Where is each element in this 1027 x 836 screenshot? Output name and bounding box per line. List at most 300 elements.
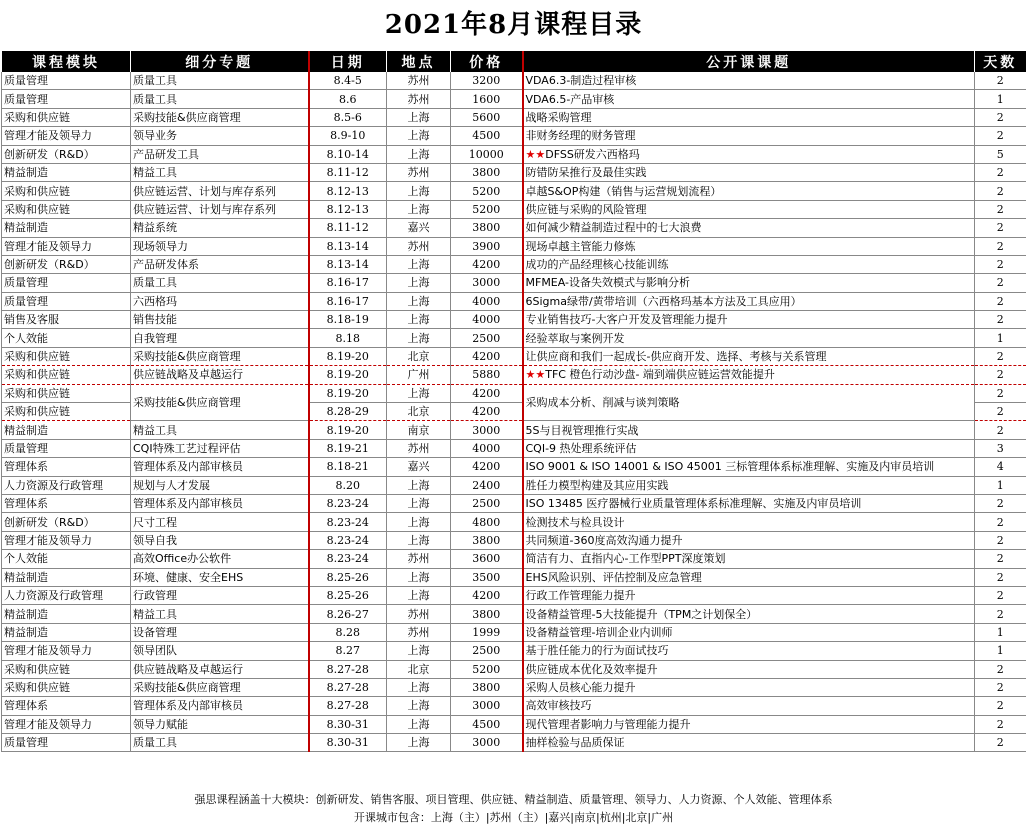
table-row — [2, 494, 1026, 512]
table-row — [2, 660, 1026, 678]
header-module: 课程模块 — [2, 51, 131, 72]
cell-topic: 销售技能 — [131, 311, 309, 329]
cell-price: 3800 — [451, 163, 523, 181]
cell-topic: 采购技能&供应商管理 — [131, 108, 309, 126]
cell-course: 现代管理者影响力与管理能力提升 — [523, 715, 975, 733]
cell-location: 苏州 — [387, 439, 451, 457]
cell-module: 采购和供应链 — [2, 366, 131, 384]
cell-price: 3000 — [451, 274, 523, 292]
cell-topic: 精益系统 — [131, 219, 309, 237]
table-row — [2, 311, 1026, 329]
cell-module: 人力资源及行政管理 — [2, 586, 131, 604]
cell-days: 2 — [975, 421, 1026, 439]
cell-location: 苏州 — [387, 163, 451, 181]
cell-location: 上海 — [387, 311, 451, 329]
table-row — [2, 734, 1026, 752]
header-days: 天数 — [975, 51, 1026, 72]
cell-topic: 领导力赋能 — [131, 715, 309, 733]
table-row — [2, 237, 1026, 255]
cell-price: 5200 — [451, 182, 523, 200]
cell-topic: 管理体系及内部审核员 — [131, 458, 309, 476]
footer-cities: 开课城市包含：上海（主）|苏州（主）|嘉兴|南京|杭州|北京|广州 — [353, 811, 674, 824]
cell-topic: 精益工具 — [131, 421, 309, 439]
cell-module: 管理体系 — [2, 697, 131, 715]
table-row — [2, 292, 1026, 310]
cell-course: 共同频道-360度高效沟通力提升 — [523, 531, 975, 549]
cell-date: 8.10-14 — [309, 145, 387, 163]
cell-topic: 质量工具 — [131, 90, 309, 108]
cell-date: 8.20 — [309, 476, 387, 494]
cell-module: 管理才能及领导力 — [2, 715, 131, 733]
cell-price: 3800 — [451, 531, 523, 549]
table-row — [2, 163, 1026, 181]
table-row — [2, 329, 1026, 347]
table-row — [2, 642, 1026, 660]
cell-module: 管理才能及领导力 — [2, 127, 131, 145]
cell-days: 2 — [975, 660, 1026, 678]
cell-date: 8.19-20 — [309, 366, 387, 384]
cell-module: 创新研发（R&D） — [2, 145, 131, 163]
cell-topic: 环境、健康、安全EHS — [131, 568, 309, 586]
cell-location: 上海 — [387, 292, 451, 310]
cell-location: 上海 — [387, 384, 451, 402]
cell-location: 上海 — [387, 476, 451, 494]
cell-price: 4200 — [451, 403, 523, 421]
cell-location: 上海 — [387, 715, 451, 733]
table-row — [2, 145, 1026, 163]
cell-days: 2 — [975, 697, 1026, 715]
cell-days: 2 — [975, 163, 1026, 181]
cell-days: 4 — [975, 458, 1026, 476]
cell-days: 1 — [975, 329, 1026, 347]
cell-date: 8.26-27 — [309, 605, 387, 623]
cell-course: 行政工作管理能力提升 — [523, 586, 975, 604]
cell-topic: 管理体系及内部审核员 — [131, 494, 309, 512]
cell-location: 上海 — [387, 200, 451, 218]
header-price: 价格 — [451, 51, 523, 72]
cell-location: 苏州 — [387, 237, 451, 255]
cell-price: 2500 — [451, 329, 523, 347]
table-row — [2, 255, 1026, 273]
cell-location: 南京 — [387, 421, 451, 439]
cell-topic: 管理体系及内部审核员 — [131, 697, 309, 715]
cell-price: 10000 — [451, 145, 523, 163]
cell-date: 8.16-17 — [309, 274, 387, 292]
cell-module: 采购和供应链 — [2, 384, 131, 402]
header-course: 公开课课题 — [523, 51, 975, 72]
table-row — [2, 366, 1026, 384]
cell-location: 苏州 — [387, 90, 451, 108]
cell-date: 8.27-28 — [309, 660, 387, 678]
cell-date: 8.23-24 — [309, 513, 387, 531]
cell-course: 胜任力模型构建及其应用实践 — [523, 476, 975, 494]
cell-module: 质量管理 — [2, 439, 131, 457]
table-row — [2, 182, 1026, 200]
header-topic: 细分专题 — [131, 51, 309, 72]
cell-price: 3000 — [451, 734, 523, 752]
cell-course: VDA6.5-产品审核 — [523, 90, 975, 108]
cell-location: 嘉兴 — [387, 219, 451, 237]
cell-course: 高效审核技巧 — [523, 697, 975, 715]
footer-modules: 强思课程涵盖十大模块：创新研发、销售客服、项目管理、供应链、精益制造、质量管理、领导力、人力资源、个人效能、管理体系 — [194, 793, 833, 806]
cell-course: 供应链与采购的风险管理 — [523, 200, 975, 218]
cell-topic: 领导自我 — [131, 531, 309, 549]
cell-price: 3900 — [451, 237, 523, 255]
cell-price: 4000 — [451, 311, 523, 329]
table-row — [2, 697, 1026, 715]
cell-topic: 领导业务 — [131, 127, 309, 145]
cell-date: 8.19-20 — [309, 421, 387, 439]
cell-price: 3200 — [451, 72, 523, 90]
cell-location: 苏州 — [387, 623, 451, 641]
star-icon: ★★ — [525, 368, 546, 382]
cell-module: 个人效能 — [2, 329, 131, 347]
cell-location: 上海 — [387, 494, 451, 512]
cell-topic: 尺寸工程 — [131, 513, 309, 531]
cell-module: 管理体系 — [2, 458, 131, 476]
cell-price: 3600 — [451, 550, 523, 568]
cell-date: 8.23-24 — [309, 494, 387, 512]
cell-topic: 供应链战略及卓越运行 — [131, 366, 309, 384]
cell-module: 管理才能及领导力 — [2, 642, 131, 660]
cell-module: 管理才能及领导力 — [2, 237, 131, 255]
cell-price: 4000 — [451, 439, 523, 457]
cell-price: 2500 — [451, 494, 523, 512]
table-row — [2, 384, 1026, 402]
cell-topic: 六西格玛 — [131, 292, 309, 310]
cell-date: 8.19-20 — [309, 347, 387, 365]
table-row — [2, 586, 1026, 604]
cell-module: 采购和供应链 — [2, 660, 131, 678]
cell-module: 质量管理 — [2, 274, 131, 292]
cell-date: 8.18-19 — [309, 311, 387, 329]
cell-days: 2 — [975, 513, 1026, 531]
cell-course: ISO 13485 医疗器械行业质量管理体系标准理解、实施及内审员培训 — [523, 494, 975, 512]
cell-date: 8.18 — [309, 329, 387, 347]
cell-date: 8.25-26 — [309, 568, 387, 586]
cell-module: 采购和供应链 — [2, 347, 131, 365]
cell-date: 8.11-12 — [309, 163, 387, 181]
cell-course: 供应链成本优化及效率提升 — [523, 660, 975, 678]
cell-price: 1999 — [451, 623, 523, 641]
cell-module: 质量管理 — [2, 90, 131, 108]
cell-price: 4200 — [451, 255, 523, 273]
cell-course: MFMEA-设备失效模式与影响分析 — [523, 274, 975, 292]
cell-course: 战略采购管理 — [523, 108, 975, 126]
cell-price: 2400 — [451, 476, 523, 494]
cell-location: 上海 — [387, 108, 451, 126]
cell-days: 1 — [975, 476, 1026, 494]
cell-location: 苏州 — [387, 605, 451, 623]
cell-days: 2 — [975, 108, 1026, 126]
cell-module: 采购和供应链 — [2, 678, 131, 696]
cell-days: 2 — [975, 678, 1026, 696]
cell-course: 抽样检验与品质保证 — [523, 734, 975, 752]
cell-location: 上海 — [387, 513, 451, 531]
cell-days: 2 — [975, 237, 1026, 255]
cell-module: 质量管理 — [2, 734, 131, 752]
cell-price: 3000 — [451, 697, 523, 715]
cell-date: 8.11-12 — [309, 219, 387, 237]
table-row — [2, 274, 1026, 292]
cell-price: 3800 — [451, 219, 523, 237]
header-location: 地点 — [387, 51, 451, 72]
cell-module: 人力资源及行政管理 — [2, 476, 131, 494]
cell-course: 现场卓越主管能力修炼 — [523, 237, 975, 255]
cell-course: EHS风险识别、评估控制及应急管理 — [523, 568, 975, 586]
cell-location: 上海 — [387, 329, 451, 347]
cell-module: 采购和供应链 — [2, 200, 131, 218]
cell-location: 北京 — [387, 660, 451, 678]
table-row — [2, 200, 1026, 218]
table-row — [2, 678, 1026, 696]
table-row — [2, 476, 1026, 494]
cell-location: 上海 — [387, 182, 451, 200]
cell-date: 8.28-29 — [309, 403, 387, 421]
cell-topic: 精益工具 — [131, 163, 309, 181]
cell-course: ★★TFC 橙色行动沙盘- 端到端供应链运营效能提升 — [523, 366, 975, 384]
cell-module: 精益制造 — [2, 163, 131, 181]
cell-module: 质量管理 — [2, 292, 131, 310]
cell-topic: 采购技能&供应商管理 — [131, 347, 309, 365]
cell-price: 5200 — [451, 200, 523, 218]
table-body — [2, 72, 1026, 752]
cell-module: 创新研发（R&D） — [2, 255, 131, 273]
table-row — [2, 550, 1026, 568]
cell-price: 4200 — [451, 458, 523, 476]
cell-module: 销售及客服 — [2, 311, 131, 329]
table-header-row — [2, 51, 1026, 72]
cell-topic: 高效Office办公软件 — [131, 550, 309, 568]
cell-date: 8.13-14 — [309, 237, 387, 255]
cell-days: 1 — [975, 90, 1026, 108]
cell-days: 2 — [975, 255, 1026, 273]
cell-module: 精益制造 — [2, 421, 131, 439]
cell-module: 创新研发（R&D） — [2, 513, 131, 531]
cell-date: 8.30-31 — [309, 715, 387, 733]
table-row — [2, 439, 1026, 457]
table-row — [2, 219, 1026, 237]
cell-location: 上海 — [387, 568, 451, 586]
cell-location: 苏州 — [387, 72, 451, 90]
cell-days: 1 — [975, 623, 1026, 641]
cell-location: 上海 — [387, 586, 451, 604]
cell-topic: 规划与人才发展 — [131, 476, 309, 494]
cell-price: 3800 — [451, 605, 523, 623]
cell-days: 2 — [975, 384, 1026, 402]
cell-price: 4200 — [451, 347, 523, 365]
cell-date: 8.5-6 — [309, 108, 387, 126]
cell-location: 上海 — [387, 642, 451, 660]
cell-date: 8.23-24 — [309, 531, 387, 549]
cell-location: 上海 — [387, 127, 451, 145]
cell-topic: 领导团队 — [131, 642, 309, 660]
cell-location: 北京 — [387, 403, 451, 421]
cell-course: 基于胜任能力的行为面试技巧 — [523, 642, 975, 660]
cell-course: 6Sigma绿带/黄带培训（六西格玛基本方法及工具应用） — [523, 292, 975, 310]
cell-topic: 质量工具 — [131, 274, 309, 292]
cell-course: CQI-9 热处理系统评估 — [523, 439, 975, 457]
cell-location: 嘉兴 — [387, 458, 451, 476]
cell-price: 4800 — [451, 513, 523, 531]
cell-price: 5880 — [451, 366, 523, 384]
cell-date: 8.13-14 — [309, 255, 387, 273]
cell-days: 2 — [975, 586, 1026, 604]
cell-price: 4200 — [451, 586, 523, 604]
cell-module: 精益制造 — [2, 219, 131, 237]
table-row — [2, 605, 1026, 623]
cell-days: 1 — [975, 642, 1026, 660]
cell-topic: 质量工具 — [131, 72, 309, 90]
cell-topic: 供应链战略及卓越运行 — [131, 660, 309, 678]
table-row — [2, 347, 1026, 365]
cell-location: 苏州 — [387, 550, 451, 568]
cell-module: 采购和供应链 — [2, 182, 131, 200]
cell-course: 如何减少精益制造过程中的七大浪费 — [523, 219, 975, 237]
cell-topic: 精益工具 — [131, 605, 309, 623]
table-row — [2, 90, 1026, 108]
cell-date: 8.9-10 — [309, 127, 387, 145]
cell-date: 8.30-31 — [309, 734, 387, 752]
cell-module: 精益制造 — [2, 568, 131, 586]
cell-days: 2 — [975, 219, 1026, 237]
cell-module: 个人效能 — [2, 550, 131, 568]
cell-date: 8.4-5 — [309, 72, 387, 90]
cell-date: 8.18-21 — [309, 458, 387, 476]
cell-course: 让供应商和我们一起成长-供应商开发、选择、考核与关系管理 — [523, 347, 975, 365]
cell-location: 上海 — [387, 734, 451, 752]
cell-course: 设备精益管理-5大技能提升（TPM之计划保全） — [523, 605, 975, 623]
cell-topic: 自我管理 — [131, 329, 309, 347]
course-table — [1, 51, 1026, 752]
cell-course: 设备精益管理-培训企业内训师 — [523, 623, 975, 641]
cell-days: 2 — [975, 182, 1026, 200]
cell-course: 采购人员核心能力提升 — [523, 678, 975, 696]
cell-module: 管理体系 — [2, 494, 131, 512]
cell-price: 1600 — [451, 90, 523, 108]
cell-date: 8.28 — [309, 623, 387, 641]
cell-date: 8.27-28 — [309, 697, 387, 715]
table-row — [2, 715, 1026, 733]
cell-price: 4000 — [451, 292, 523, 310]
cell-module: 采购和供应链 — [2, 403, 131, 421]
cell-course: ★★DFSS研发六西格玛 — [523, 145, 975, 163]
table-row — [2, 531, 1026, 549]
cell-days: 2 — [975, 347, 1026, 365]
cell-course: 卓越S&OP构建（销售与运营规划流程） — [523, 182, 975, 200]
cell-days: 3 — [975, 439, 1026, 457]
cell-topic: CQI特殊工艺过程评估 — [131, 439, 309, 457]
cell-course: 防错防呆推行及最佳实践 — [523, 163, 975, 181]
cell-topic: 质量工具 — [131, 734, 309, 752]
cell-topic: 产品研发工具 — [131, 145, 309, 163]
cell-days: 2 — [975, 366, 1026, 384]
cell-days: 2 — [975, 292, 1026, 310]
cell-date: 8.27 — [309, 642, 387, 660]
cell-location: 广州 — [387, 366, 451, 384]
table-row — [2, 127, 1026, 145]
cell-days: 2 — [975, 568, 1026, 586]
cell-course: 成功的产品经理核心技能训练 — [523, 255, 975, 273]
cell-location: 上海 — [387, 678, 451, 696]
cell-location: 北京 — [387, 347, 451, 365]
cell-module: 精益制造 — [2, 605, 131, 623]
cell-days: 2 — [975, 311, 1026, 329]
cell-days: 2 — [975, 403, 1026, 421]
cell-topic: 供应链运营、计划与库存系列 — [131, 182, 309, 200]
cell-module: 管理才能及领导力 — [2, 531, 131, 549]
cell-date: 8.12-13 — [309, 182, 387, 200]
cell-location: 上海 — [387, 697, 451, 715]
cell-days: 5 — [975, 145, 1026, 163]
cell-location: 上海 — [387, 145, 451, 163]
cell-date: 8.16-17 — [309, 292, 387, 310]
cell-date: 8.27-28 — [309, 678, 387, 696]
cell-topic: 供应链运营、计划与库存系列 — [131, 200, 309, 218]
cell-date: 8.25-26 — [309, 586, 387, 604]
cell-days: 2 — [975, 274, 1026, 292]
cell-module: 采购和供应链 — [2, 108, 131, 126]
cell-days: 2 — [975, 494, 1026, 512]
page-title: 2021年8月课程目录 — [384, 10, 643, 40]
cell-course: 5S与目视管理推行实战 — [523, 421, 975, 439]
table-row — [2, 623, 1026, 641]
cell-days: 2 — [975, 550, 1026, 568]
cell-days: 2 — [975, 127, 1026, 145]
cell-topic: 采购技能&供应商管理 — [131, 384, 309, 421]
table-row — [2, 421, 1026, 439]
cell-days: 2 — [975, 734, 1026, 752]
cell-days: 2 — [975, 200, 1026, 218]
cell-price: 3000 — [451, 421, 523, 439]
cell-topic: 采购技能&供应商管理 — [131, 678, 309, 696]
cell-price: 2500 — [451, 642, 523, 660]
cell-price: 4500 — [451, 715, 523, 733]
cell-location: 上海 — [387, 255, 451, 273]
cell-date: 8.23-24 — [309, 550, 387, 568]
cell-course: 经验萃取与案例开发 — [523, 329, 975, 347]
cell-price: 4500 — [451, 127, 523, 145]
cell-course: VDA6.3-制造过程审核 — [523, 72, 975, 90]
table-row — [2, 513, 1026, 531]
cell-course: 专业销售技巧-大客户开发及管理能力提升 — [523, 311, 975, 329]
cell-course: ISO 9001 & ISO 14001 & ISO 45001 三标管理体系标准理解、实施及内审员培训 — [523, 458, 975, 476]
cell-topic: 行政管理 — [131, 586, 309, 604]
cell-price: 3500 — [451, 568, 523, 586]
cell-date: 8.19-20 — [309, 384, 387, 402]
cell-course: 简洁有力、直指内心-工作型PPT深度策划 — [523, 550, 975, 568]
cell-course: 采购成本分析、削减与谈判策略 — [523, 384, 975, 421]
table-row — [2, 458, 1026, 476]
cell-module: 精益制造 — [2, 623, 131, 641]
cell-days: 2 — [975, 531, 1026, 549]
header-date: 日期 — [309, 51, 387, 72]
cell-days: 2 — [975, 72, 1026, 90]
cell-topic: 现场领导力 — [131, 237, 309, 255]
star-icon: ★★ — [525, 147, 546, 161]
table-row — [2, 568, 1026, 586]
cell-date: 8.6 — [309, 90, 387, 108]
cell-price: 4200 — [451, 384, 523, 402]
cell-date: 8.19-21 — [309, 439, 387, 457]
cell-module: 质量管理 — [2, 72, 131, 90]
cell-course: 非财务经理的财务管理 — [523, 127, 975, 145]
cell-location: 上海 — [387, 531, 451, 549]
table-row — [2, 72, 1026, 90]
cell-topic: 产品研发体系 — [131, 255, 309, 273]
cell-topic: 设备管理 — [131, 623, 309, 641]
cell-price: 5200 — [451, 660, 523, 678]
